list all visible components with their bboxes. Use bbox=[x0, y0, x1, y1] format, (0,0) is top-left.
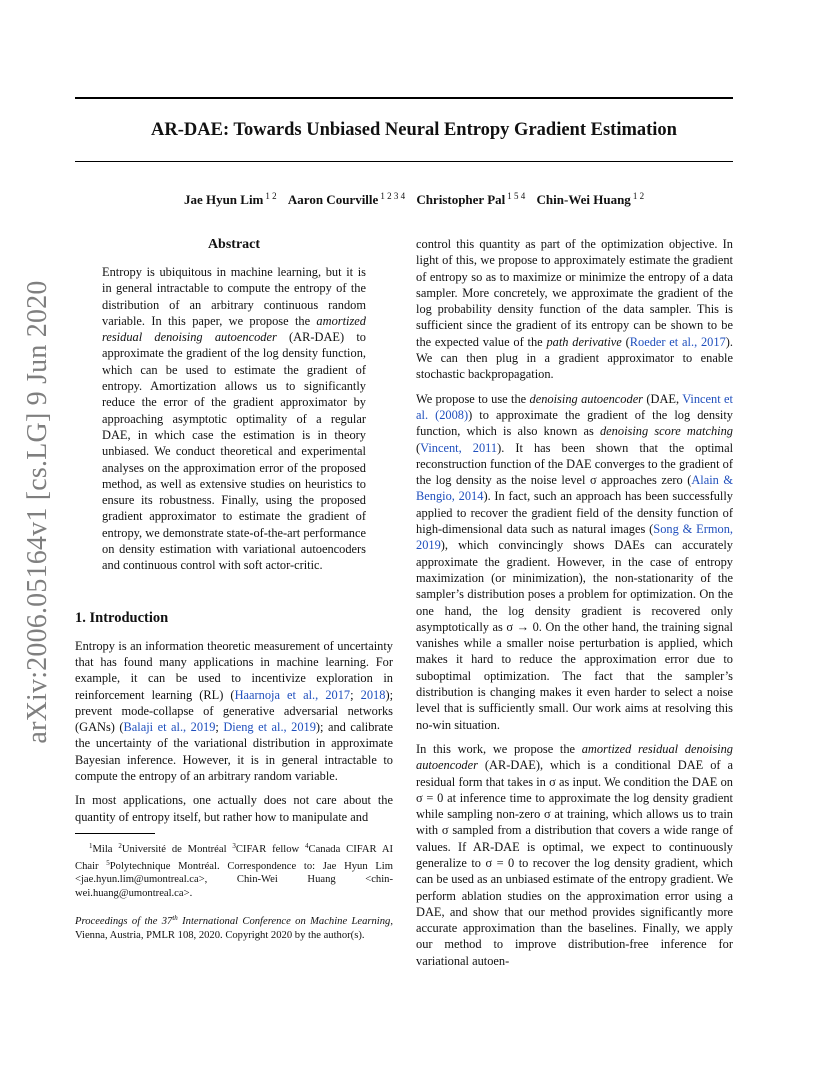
body-paragraph: We propose to use the denoising autoencoder (DAE, Vincent et al. (2008)) to approximate the gradient of the log density function, which is also known as denoising score matching (Vincent, 2011). It has been shown that the optimal reconstruction function of the DAE converges to the gradient of the log density as the noise level σ approaches zero (Alain & Bengio, 2014). In fact, such an approach has been successfully applied to recover the gradient field of the density function of high-dimensional data such as natural images (Song & Ermon, 2019), which convincingly shows DAEs can accurately approximate the gradient. However, in the case of entropy maximization (or minimization), the non-stationarity of the sampler’s distribution poses a problem for optimization. On the one hand, the log density gradient is recovered only asymptotically as σ → 0. On the other hand, the training signal vanishes while a smaller noise perturbation is applied, which makes it hard to reduce the approximation error due to suboptimal optimization. The fact that the sampler’s distribution is changing makes it even harder to select a noise level that is sufficiently small. Our work aims at resolving this no-win situation. bbox=[416, 391, 734, 732]
author: Christopher Pal $^{1 5 4}$ bbox=[416, 191, 526, 207]
title-bottom-rule bbox=[75, 161, 733, 162]
body-paragraph: control this quantity as part of the optimization objective. In light of this, we propose to approximately estimate the gradient of entropy so as to maximize or minimize the entropy of a data sampler. More concretely, we approximate the gradient of the log probability density function of the data sampler. This is sufficient since the gradient of its entropy can be shown to be the expected value of the path derivative (Roeder et al., 2017). We can then plug in a gradient approximator to enable stochastic backpropagation. bbox=[416, 237, 733, 382]
paper-title: AR-DAE: Towards Unbiased Neural Entropy Gradient Estimation bbox=[151, 120, 677, 140]
right-column bbox=[416, 236, 733, 977]
proceedings-note: Proceedings of the 37th International Conference on Machine Learning, Vienna, Austria, PMLR 108, 2020. Copyright 2020 by the author(s). bbox=[75, 914, 393, 941]
citation-link[interactable]: Haarnoja et al., 2017 bbox=[234, 687, 351, 702]
body-paragraph: In this work, we propose the amortized residual denoising autoencoder (AR-DAE), which is a conditional DAE of a residual form that takes in σ as input. We condition the DAE on σ = 0 at inference time to approximate the log density gradient while sampling non-zero σ at training, which allows us to train with σ sampled from a distribution that covers a wide range of values. If AR-DAE is optimal, we expect to continuously generalize to σ = 0 to recover the log density gradient, which can be used as an unbiased estimate of the entropy gradient. We perform ablation studies on the approximation error using a DAE, and show that our method provides significantly more accurate approximation than the baselines. Finally, we apply our method to improve distribution-free inference for variational autoen- bbox=[416, 741, 733, 968]
author: Aaron Courville $^{1 2 3 4}$ bbox=[287, 191, 406, 207]
citation-link[interactable]: Alain & Bengio, 2014 bbox=[416, 473, 733, 504]
author-list bbox=[0, 191, 828, 208]
top-rule bbox=[75, 97, 733, 99]
citation-link[interactable]: Vincent et al. (2008) bbox=[416, 391, 733, 422]
section-heading-introduction: 1. Introduction bbox=[75, 609, 169, 626]
footnote-rule bbox=[75, 833, 155, 834]
author: Chin-Wei Huang $^{1 2}$ bbox=[536, 191, 645, 207]
citation-link[interactable]: 2018 bbox=[360, 687, 386, 702]
intro-paragraph: In most applications, one actually does not care about the quantity of entropy itself, but rather how to manipulate and bbox=[75, 793, 393, 824]
intro-paragraph: Entropy is an information theoretic measurement of uncertainty that has found many applications in machine learning. For example, it can be used to incentivize exploration in reinforcement learning (RL) (Haarnoja et al., 2017; 2018); prevent mode-collapse of generative adversarial networks (GANs) (Balaji et al., 2019; Dieng et al., 2019); and calibrate the uncertainty of the variational distribution in approximate Bayesian inference. However, it is in general intractable to compute the entropy of an arbitrary random variable. bbox=[75, 638, 394, 784]
citation-link[interactable]: Dieng et al., 2019 bbox=[223, 720, 316, 735]
left-column bbox=[75, 236, 393, 942]
author: Jae Hyun Lim $^{1 2}$ bbox=[183, 191, 277, 207]
citation-link[interactable]: Balaji et al., 2019 bbox=[123, 720, 216, 735]
citation-link[interactable]: Vincent, 2011 bbox=[420, 440, 498, 455]
abstract-text: Entropy is ubiquitous in machine learning, but it is in general intractable to compute the entropy of the distribution of an arbitrary continuous random variable. In this paper, we propose the amortized residual denoising autoencoder (AR-DAE) to approximate the gradient of the log density function, which can be used to estimate the gradient of entropy. Amortization allows us to significantly reduce the error of the gradient approximator by approaching asymptotic optimality of a regular DAE, in which case the estimation is in theory unbiased. We conduct theoretical and experimental analyses on the approximation error of the proposed method, as well as extensive studies on heuristics to ensure its robustness. Finally, using the proposed gradient approximator to estimate the gradient of entropy, we demonstrate state-of-the-art performance on density estimation with variational autoencoders and continuous control with soft actor-critic. bbox=[102, 265, 367, 573]
affiliations-footnote: $^1$Mila $^2$Université de Montréal $^3$CIFAR fellow $^4$Canada CIFAR AI Chair $^5$Polytechnique Montréal. Correspondence to: Jae Hyun Lim <jae.hyun.lim@umontreal.ca>, Chin-Wei Huang <chin-wei.huang@umontreal.ca>. bbox=[75, 841, 393, 899]
abstract-heading: Abstract bbox=[207, 237, 261, 252]
citation-link[interactable]: Roeder et al., 2017 bbox=[629, 334, 726, 349]
citation-link[interactable]: Song & Ermon, 2019 bbox=[416, 522, 733, 553]
